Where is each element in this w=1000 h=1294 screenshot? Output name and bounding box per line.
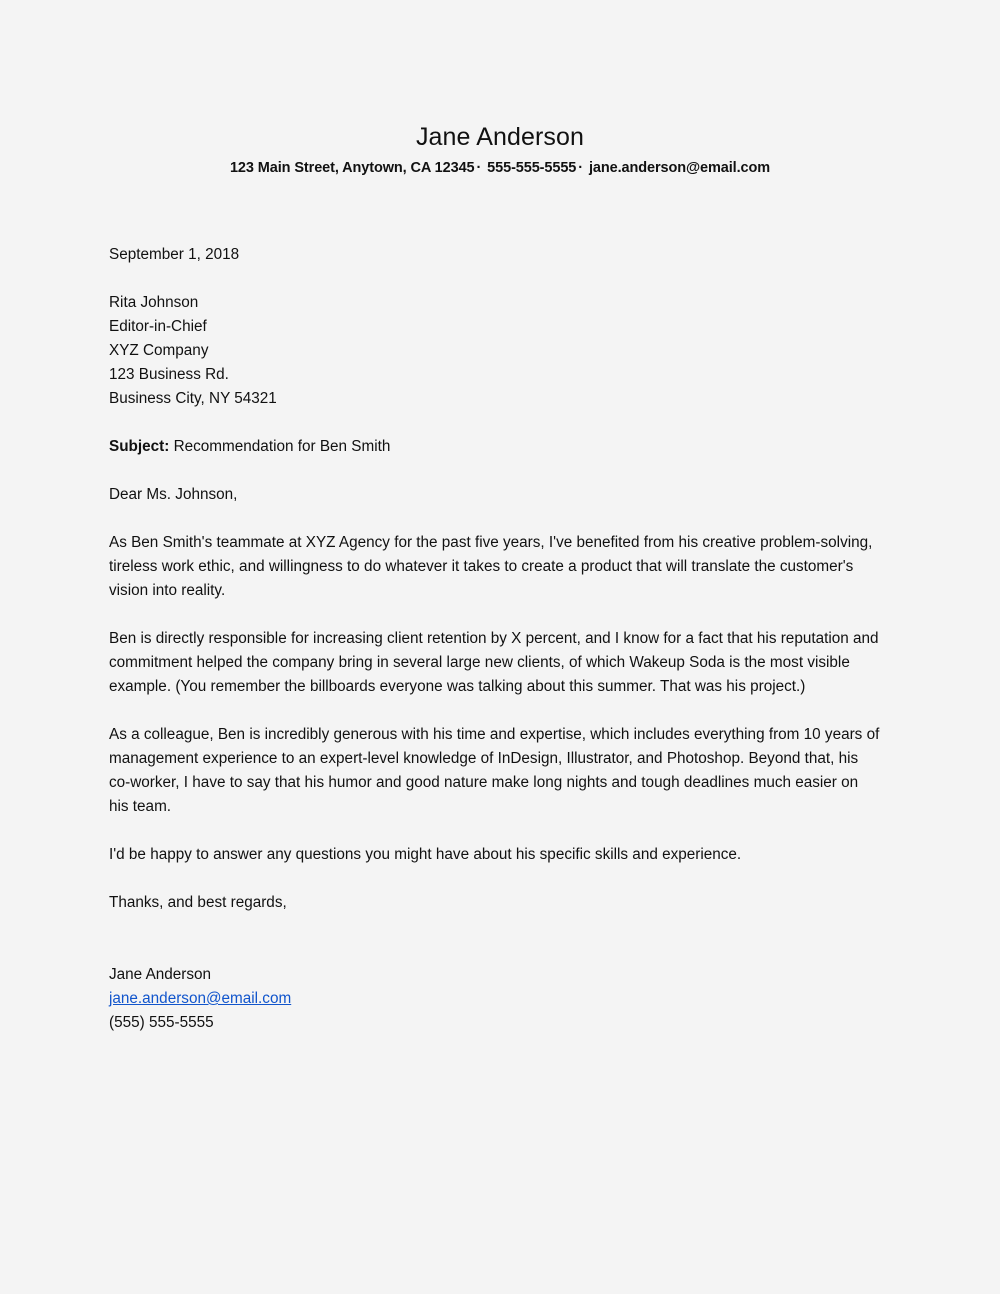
signature-email-link[interactable]: jane.anderson@email.com bbox=[109, 990, 292, 1007]
recipient-street: 123 Business Rd. bbox=[109, 366, 229, 383]
signature-name: Jane Anderson bbox=[109, 966, 212, 983]
letterhead-address: 123 Main Street, Anytown, CA 12345 bbox=[229, 160, 475, 176]
letter-date: September 1, 2018 bbox=[109, 246, 240, 263]
letterhead-email: jane.anderson@email.com bbox=[588, 160, 771, 176]
subject-label: Subject: bbox=[109, 438, 170, 455]
letterhead-separator-1: · bbox=[476, 160, 482, 176]
signature-phone: (555) 555-5555 bbox=[109, 1014, 214, 1031]
recipient-company: XYZ Company bbox=[109, 342, 209, 359]
subject-text: Recommendation for Ben Smith bbox=[169, 438, 391, 455]
subject-line bbox=[109, 435, 881, 459]
letterhead bbox=[0, 122, 1000, 178]
body-paragraph-4: I'd be happy to answer any questions you might have about his specific skills and experience. bbox=[109, 846, 742, 863]
signature-email-link-row bbox=[109, 987, 881, 1011]
body-paragraph-2: Ben is directly responsible for increasing client retention by X percent, and I know for a fact that his reputation and commitment helped the company bring in several large new clients, of which Wakeup Soda is the most visible example. (You remember the billboards everyone was talking about this summer. That was his project.) bbox=[109, 630, 879, 695]
recipient-address-block bbox=[109, 291, 881, 411]
letterhead-name: Jane Anderson bbox=[415, 123, 585, 151]
salutation: Dear Ms. Johnson, bbox=[109, 486, 238, 503]
recipient-title: Editor-in-Chief bbox=[109, 318, 207, 335]
letterhead-phone: 555-555-5555 bbox=[487, 160, 577, 176]
letter-body bbox=[109, 243, 881, 1035]
body-paragraph-1: As Ben Smith's teammate at XYZ Agency for the past five years, I've benefited from his creative problem-solving, tireless work ethic, and willingness to do whatever it takes to create a product that will translate the customer's vision into reality. bbox=[109, 534, 873, 599]
closing-line: Thanks, and best regards, bbox=[109, 894, 287, 911]
signature-block bbox=[109, 963, 881, 1035]
signature-spacer bbox=[109, 915, 881, 963]
recipient-name: Rita Johnson bbox=[109, 294, 199, 311]
letterhead-contact-line bbox=[0, 158, 1000, 178]
body-paragraph-3: As a colleague, Ben is incredibly generous with his time and expertise, which includes everything from 10 years of management experience to an expert-level knowledge of InDesign, Illustrator, and Photoshop. Beyond that, his co-worker, I have to say that his humor and good nature make long nights and tough deadlines much easier on his team. bbox=[109, 726, 880, 815]
recipient-city-state-zip: Business City, NY 54321 bbox=[109, 390, 277, 407]
letterhead-separator-2: · bbox=[578, 160, 584, 176]
